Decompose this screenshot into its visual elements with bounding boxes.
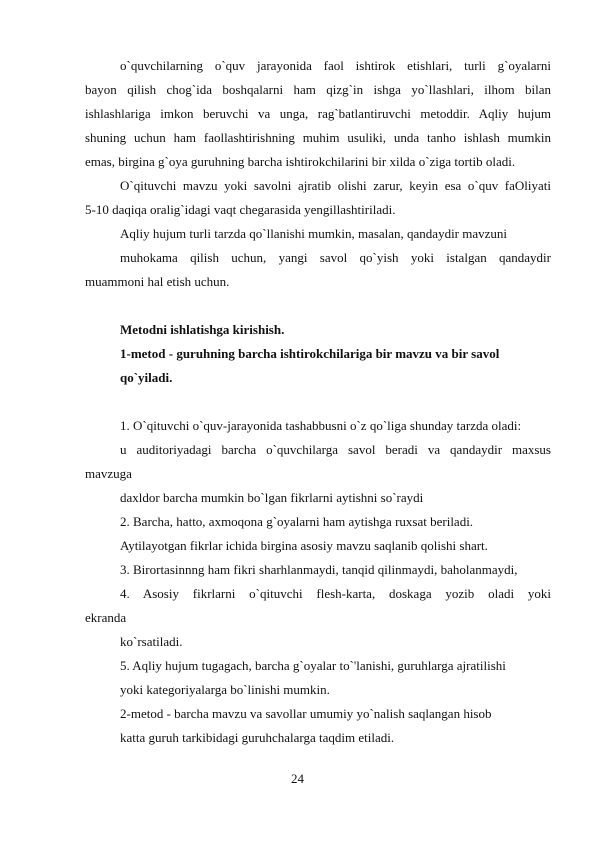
method-heading: 1-metod - guruhning barcha ishtirokchilariga bir mavzu va bir savol bbox=[120, 346, 500, 361]
method-heading: qo`yiladi. bbox=[120, 370, 173, 385]
page-number: 24 bbox=[291, 771, 304, 786]
text-line: Aqliy hujum turli tarzda qo`llanishi mumkin, masalan, qandaydir mavzuni bbox=[120, 226, 508, 241]
text-line: 5-10 daqiqa oralig`idagi vaqt chegarasida yengillashtiriladi. bbox=[85, 202, 396, 217]
step-line: 2-metod - barcha mavzu va savollar umumiy yo`nalish saqlangan hisob bbox=[120, 706, 492, 721]
section-heading: Metodni ishlatishga kirishish. bbox=[120, 322, 285, 337]
step-line: katta guruh tarkibidagi guruhchalarga taqdim etiladi. bbox=[120, 730, 395, 745]
step-line: ko`rsatiladi. bbox=[120, 634, 183, 649]
text-line: ishlashlariga imkon beruvchi va unga, rag`batlantiruvchi metoddir. Aqliy hujum bbox=[85, 106, 551, 121]
step-line: 3. Birortasinnng ham fikri sharhlanmaydi, tanqid qilinmaydi, baholanmaydi, bbox=[120, 562, 518, 577]
text-line: bayon qilish chog`ida boshqalarni ham qizg`in ishga yo`llashlari, ilhom bilan bbox=[85, 82, 551, 97]
step-line: mavzuga bbox=[85, 466, 132, 481]
step-line: 1. O`qituvchi o`quv-jarayonida tashabbusni o`z qo`liga shunday tarzda oladi: bbox=[120, 418, 522, 433]
step-line: 5. Aqliy hujum tugagach, barcha g`oyalar to`'lanishi, guruhlarga ajratilishi bbox=[120, 658, 506, 673]
text-line: muhokama qilish uchun, yangi savol qo`yish yoki istalgan qandaydir bbox=[120, 250, 551, 265]
text-line: o`quvchilarning o`quv jarayonida faol ishtirok etishlari, turli g`oyalarni bbox=[120, 58, 551, 73]
step-line: Aytilayotgan fikrlar ichida birgina asosiy mavzu saqlanib qolishi shart. bbox=[120, 538, 488, 553]
step-line: ekranda bbox=[85, 610, 127, 625]
text-line: muammoni hal etish uchun. bbox=[85, 274, 230, 289]
text-line: O`qituvchi mavzu yoki savolni ajratib olishi zarur, keyin esa o`quv faOliyati bbox=[120, 178, 551, 193]
step-line: yoki kategoriyalarga bo`linishi mumkin. bbox=[120, 682, 330, 697]
text-line: shuning uchun ham faollashtirishning muhim usuliki, unda tanho ishlash mumkin bbox=[85, 130, 551, 145]
step-line: 2. Barcha, hatto, axmoqona g`oyalarni ham aytishga ruxsat beriladi. bbox=[120, 514, 474, 529]
step-line: 4. Asosiy fikrlarni o`qituvchi flesh-karta, doskaga yozib oladi yoki bbox=[120, 586, 551, 601]
step-line: daxldor barcha mumkin bo`lgan fikrlarni aytishni so`raydi bbox=[120, 490, 424, 505]
step-line: u auditoriyadagi barcha o`quvchilarga savol beradi va qandaydir maxsus bbox=[120, 442, 551, 457]
text-line: emas, birgina g`oya guruhning barcha ishtirokchilarini bir xilda o`ziga tortib oladi. bbox=[85, 154, 516, 169]
